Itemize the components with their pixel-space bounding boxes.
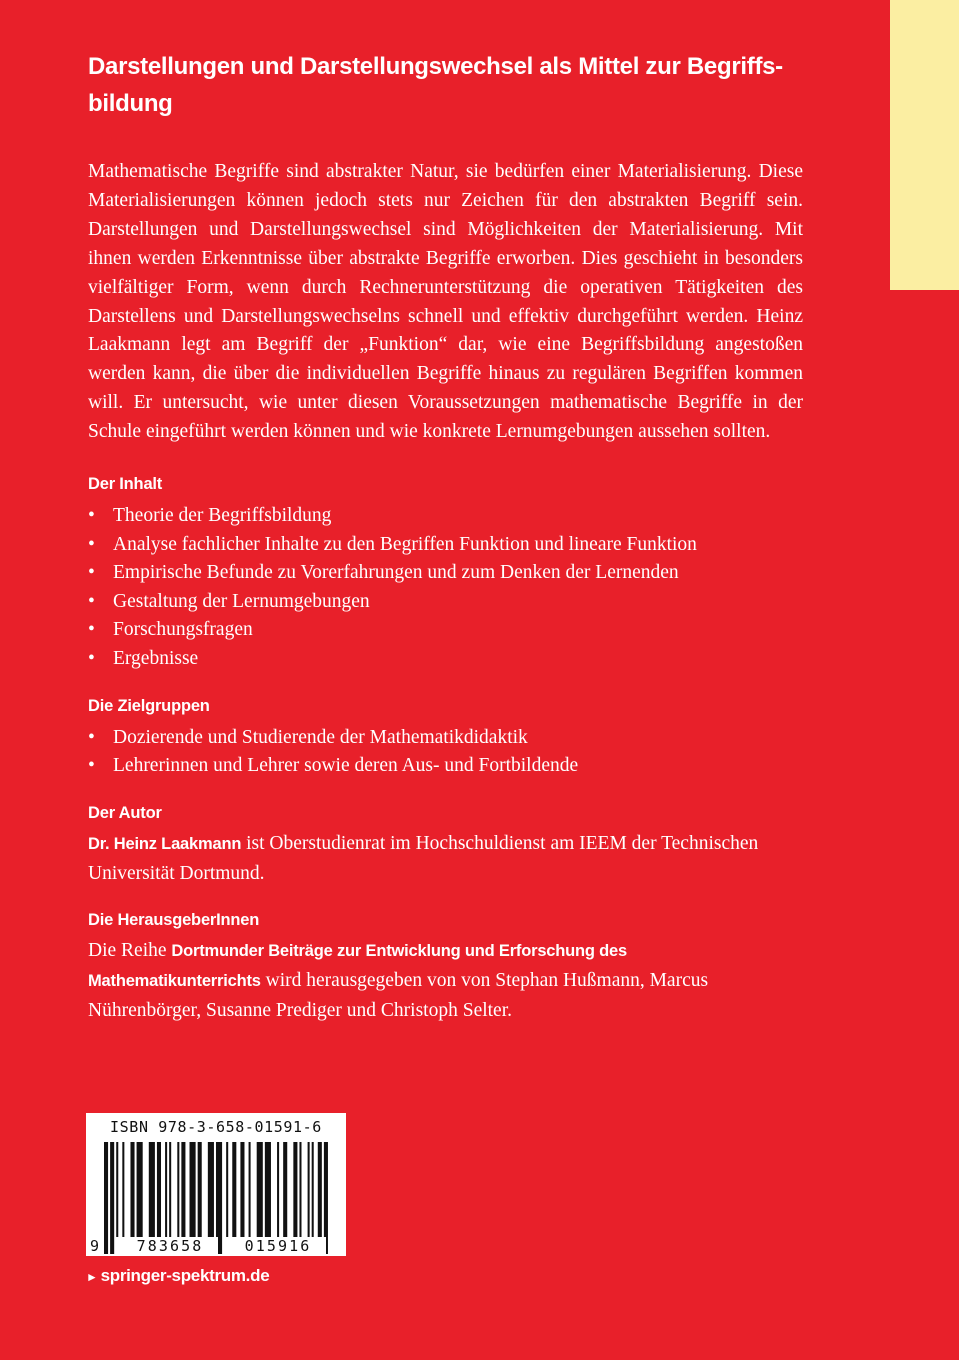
barcode-bar xyxy=(312,1142,314,1237)
barcode-bar xyxy=(116,1142,118,1237)
list-item: • Dozierende und Studierende der Mathematikdidaktik xyxy=(88,724,803,753)
barcode-bar xyxy=(277,1142,279,1237)
barcode-bar xyxy=(181,1142,185,1237)
herausgeber-paragraph: Die Reihe Dortmunder Beiträge zur Entwicklung und Erforschung des Mathematikunterrichts wird herausgegeben von von Stephan Hußmann, Marcus Nührenbörger, Susanne Prediger und Christoph Selter. xyxy=(88,939,709,1021)
bullet-icon: • xyxy=(88,590,95,612)
bullet-icon: • xyxy=(88,755,95,777)
list-item: • Lehrerinnen und Lehrer sowie deren Aus- und Fortbildende xyxy=(88,752,803,781)
list-item: • Forschungsfragen xyxy=(88,616,803,645)
section-heading-inhalt: Der Inhalt xyxy=(88,475,163,494)
bullet-icon: • xyxy=(88,533,95,555)
barcode-bar xyxy=(157,1142,161,1237)
bullet-icon: • xyxy=(88,562,95,584)
arrow-right-icon: ► xyxy=(86,1270,98,1284)
ean-right-digits: 015916 xyxy=(230,1237,326,1255)
barcode-bar xyxy=(137,1142,143,1237)
ean-first-digit: 9 xyxy=(90,1237,100,1255)
publisher-url: springer-spektrum.de xyxy=(100,1266,270,1285)
author-description: ist Oberstudienrat im Hochschuldienst am IEEM der Technischen Universität Dortmund. xyxy=(88,832,759,884)
book-title: Darstellungen und Darstellungswechsel als Mittel zur Begriffs- bildung xyxy=(88,53,783,117)
barcode-bar xyxy=(308,1142,310,1237)
section-zielgruppen xyxy=(88,694,803,781)
barcode-bar xyxy=(177,1142,179,1237)
isbn-barcode xyxy=(86,1113,346,1256)
barcode-bar xyxy=(165,1142,167,1237)
barcode-bar xyxy=(208,1142,214,1237)
zielgruppen-list xyxy=(88,724,803,781)
publisher-link[interactable] xyxy=(86,1266,269,1286)
section-autor xyxy=(88,801,803,888)
barcode-bar xyxy=(249,1142,251,1237)
barcode-bar xyxy=(257,1142,263,1237)
list-item: • Empirische Befunde zu Vorerfahrungen und zum Denken der Lernenden xyxy=(88,559,803,588)
section-inhalt xyxy=(88,472,803,674)
list-item: • Theorie der Begriffsbildung xyxy=(88,502,803,531)
barcode-bar xyxy=(169,1142,171,1237)
barcode-bar xyxy=(293,1142,297,1237)
ean-left-digits: 783658 xyxy=(122,1237,218,1255)
barcode-bar xyxy=(122,1142,124,1237)
barcode-bar xyxy=(265,1142,271,1237)
bullet-icon: • xyxy=(88,505,95,527)
isbn-label: ISBN 978-3-658-01591-6 xyxy=(110,1118,322,1136)
list-item: • Gestaltung der Lernumgebungen xyxy=(88,588,803,617)
inhalt-list xyxy=(88,502,803,674)
ean-digits xyxy=(86,1237,346,1257)
barcode-bar xyxy=(198,1142,202,1237)
intro-paragraph: Mathematische Begriffe sind abstrakter Natur, sie bedürfen einer Materialisierung. Diese Materialisierungen können jedoch stets nur Zeichen für den abstrakten Begriff sein. Darstellungen und Darstellungswechsel sind Möglichkeiten der Materialisierung. Mit ihnen werden Erkenntnisse über abstrakte Begriffe erworben. Dies geschieht in besonders vielfältiger Form, wenn durch Rechnerunterstützung die operativen Tätigkeiten des Darstellens und Darstellungswechselns schnell und effektiv durchgeführt werden. Heinz Laakmann legt am Begriff der „Funktion“ dar, wie eine Begriffsbildung angestoßen werden kann, die über die individuellen Begriffe hinaus zu regulären Begriffen kommen will. Er untersucht, wie unter diesen Voraussetzungen mathematische Begriffe in der Schule eingeführt werden können und wie konkrete Lernumgebungen aussehen sollten. xyxy=(88,161,803,443)
barcode-bar xyxy=(283,1142,287,1237)
barcode-bar xyxy=(232,1142,236,1237)
list-item: • Analyse fachlicher Inhalte zu den Begriffen Funktion und lineare Funktion xyxy=(88,531,803,560)
bullet-icon: • xyxy=(88,619,95,641)
series-name: Dortmunder Beiträge zur Entwicklung und Erforschung des Mathematikunterrichts xyxy=(88,941,628,990)
back-cover-content xyxy=(88,48,803,1025)
barcode-bar xyxy=(226,1142,228,1237)
barcode-bar xyxy=(149,1142,155,1237)
list-item: • Ergebnisse xyxy=(88,645,803,674)
barcode-bar xyxy=(190,1142,196,1237)
author-name: Dr. Heinz Laakmann xyxy=(88,834,242,853)
bullet-icon: • xyxy=(88,648,95,670)
section-heading-autor: Der Autor xyxy=(88,803,162,822)
yellow-stripe xyxy=(890,0,959,290)
section-heading-herausgeber: Die HerausgeberInnen xyxy=(88,910,260,929)
bullet-icon: • xyxy=(88,726,95,748)
barcode-bar xyxy=(299,1142,301,1237)
section-heading-zielgruppen: Die Zielgruppen xyxy=(88,696,210,715)
barcode-bar xyxy=(130,1142,134,1237)
autor-paragraph xyxy=(88,829,803,888)
section-herausgeber xyxy=(88,908,803,1025)
barcode-bar xyxy=(240,1142,244,1237)
